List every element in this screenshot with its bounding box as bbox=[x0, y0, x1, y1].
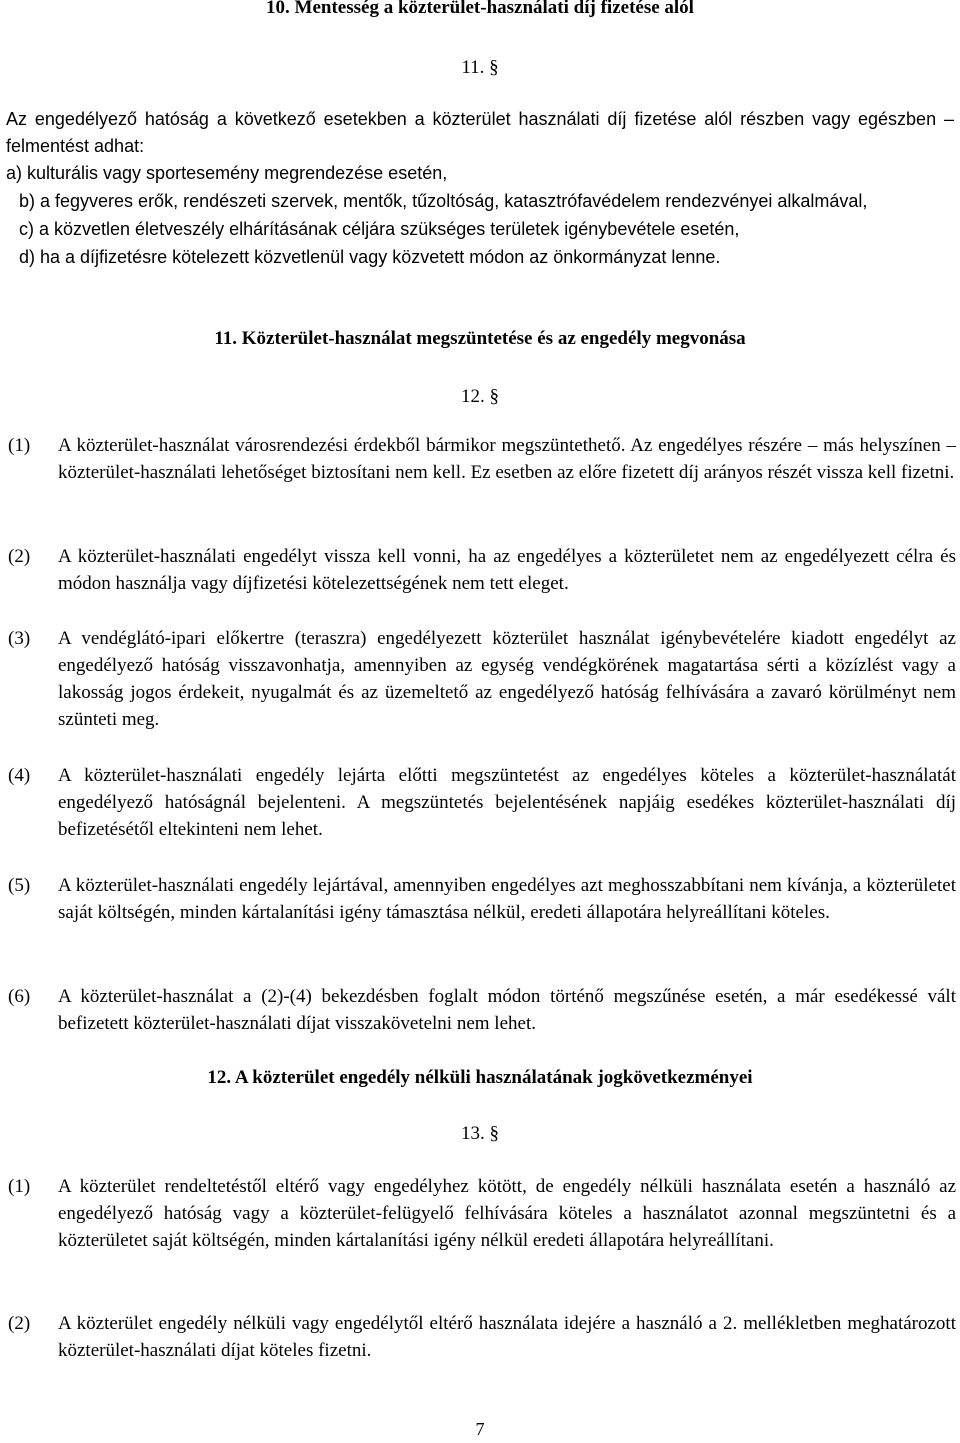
list-item-c: c) a közvetlen életveszély elhárításának céljára szükséges területek igénybevétele esetén, bbox=[19, 219, 740, 239]
paragraph-12-3 bbox=[8, 625, 956, 733]
paragraph-number: (2) bbox=[8, 1313, 31, 1334]
section-11-body bbox=[6, 106, 954, 271]
list-item-a: a) kulturális vagy sportesemény megrendezése esetén, bbox=[6, 163, 448, 183]
paragraph-number: (2) bbox=[8, 546, 31, 567]
section-number-12: 12. § bbox=[461, 386, 499, 407]
paragraph-12-2 bbox=[8, 543, 956, 597]
paragraph-text: A közterület-használati engedély lejártával, amennyiben engedélyes azt meghosszabbítani nem kívánja, a közterületet saját költségén, minden kártalanítási igény támasztása nélkül, eredeti állapotára helyreállítani köteles. bbox=[58, 875, 956, 923]
list-item-d: d) ha a díjfizetésre kötelezett közvetlenül vagy közvetett módon az önkormányzat lenne. bbox=[19, 247, 721, 267]
paragraph-number: (4) bbox=[8, 765, 31, 786]
paragraph-number: (6) bbox=[8, 986, 31, 1007]
paragraph-number: (3) bbox=[8, 628, 31, 649]
chapter-heading-11: 11. Közterület-használat megszüntetése és az engedély megvonása bbox=[214, 328, 746, 349]
paragraph-12-5 bbox=[8, 872, 956, 926]
paragraph-text: A közterület-használat a (2)-(4) bekezdésben foglalt módon történő megszűnése esetén, a már esedékessé vált befizetett közterület-használati díjat visszakövetelni nem lehet. bbox=[58, 986, 956, 1034]
paragraph-13-2 bbox=[8, 1310, 956, 1364]
paragraph-12-1 bbox=[8, 432, 956, 486]
chapter-heading-12: 12. A közterület engedély nélküli használatának jogkövetkezményei bbox=[207, 1067, 753, 1088]
paragraph-text: A közterület-használati engedélyt vissza kell vonni, ha az engedélyes a közterületet nem az engedélyezett célra és módon használja vagy díjfizetési kötelezettségének nem tett eleget. bbox=[58, 546, 956, 594]
paragraph-number: (1) bbox=[8, 1176, 31, 1197]
section-number-11: 11. § bbox=[461, 57, 499, 78]
paragraph-number: (5) bbox=[8, 875, 31, 896]
list-item-b: b) a fegyveres erők, rendészeti szervek, mentők, tűzoltóság, katasztrófavédelem rendezvényei alkalmával, bbox=[19, 191, 868, 211]
paragraph-12-6 bbox=[8, 983, 956, 1037]
paragraph-text: A közterület rendeltetéstől eltérő vagy engedélyhez kötött, de engedély nélküli használata esetén a használó az engedélyező hatóság vagy a közterület-felügyelő felhívására köteles a használatot azonnal megszüntetni és a közterületet saját költségén, minden kártalanítási igény nélkül eredeti állapotára helyreállítani. bbox=[58, 1176, 956, 1251]
section-number-13: 13. § bbox=[461, 1123, 499, 1144]
chapter-heading-10: 10. Mentesség a közterület-használati díj fizetése alól bbox=[266, 0, 694, 18]
paragraph-13-1 bbox=[8, 1173, 956, 1254]
paragraph-text: A közterület engedély nélküli vagy engedélytől eltérő használata idejére a használó a 2. mellékletben meghatározott közterület-használati díjat köteles fizetni. bbox=[58, 1313, 956, 1361]
section-11-intro: Az engedélyező hatóság a következő esetekben a közterület használati díj fizetése alól részben vagy egészben – felmentést adhat: bbox=[6, 109, 954, 156]
paragraph-text: A vendéglátó-ipari előkertre (teraszra) engedélyezett közterület használat igénybevételére kiadott engedélyt az engedélyező hatóság visszavonhatja, amennyiben az egység vendégkörének magatartása sérti a közízlést vagy a lakosság jogos érdekeit, nyugalmát és az üzemeltető az engedélyező hatóság felhívására a zavaró körülményt nem szünteti meg. bbox=[58, 628, 956, 730]
page-number: 7 bbox=[475, 1419, 485, 1439]
paragraph-text: A közterület-használat városrendezési érdekből bármikor megszüntethető. Az engedélyes részére – más helyszínen – közterület-használati lehetőséget biztosítani nem kell. Ez esetben az előre fizetett díj arányos részét vissza kell fizetni. bbox=[58, 435, 956, 483]
paragraph-12-4 bbox=[8, 762, 956, 843]
paragraph-number: (1) bbox=[8, 435, 31, 456]
paragraph-text: A közterület-használati engedély lejárta előtti megszüntetést az engedélyes köteles a közterület-használatát engedélyező hatóságnál bejelenteni. A megszüntetés bejelentésének napjáig esedékes közterület-használati díj befizetésétől eltekinteni nem lehet. bbox=[58, 765, 956, 840]
